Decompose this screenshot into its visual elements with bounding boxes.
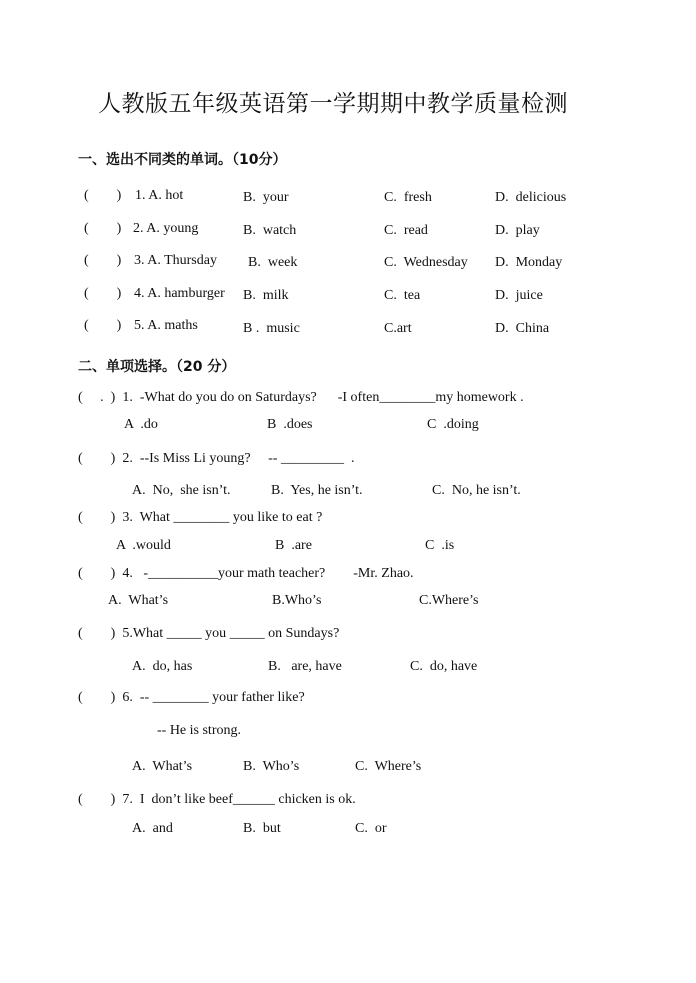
option-b: B. your (243, 190, 289, 205)
option-c: C. fresh (384, 190, 432, 205)
option-c: C. No, he isn’t. (432, 483, 521, 498)
option-d: D. China (495, 321, 550, 336)
question-stem: ( ) 3. What ________ you like to eat ? (78, 510, 323, 525)
option-c: C. Where’s (355, 759, 422, 774)
option-c: C.art (384, 321, 412, 336)
answer-bracket[interactable]: ( ) (84, 318, 122, 333)
option-a: A .would (116, 538, 171, 553)
option-a: A. do, has (132, 659, 193, 674)
answer-bracket[interactable]: ( ) (84, 188, 122, 203)
option-c: C. read (384, 223, 428, 238)
option-c: C. Wednesday (384, 255, 468, 270)
question-stem: ( ) 7. I don’t like beef______ chicken is ok. (78, 792, 356, 807)
option-b: B. week (248, 255, 298, 270)
question-stem: ( . ) 1. -What do you do on Saturdays? -I often________my homework . (78, 390, 524, 405)
question-stem: ( ) 4. -__________your math teacher? -Mr. Zhao. (78, 566, 414, 581)
option-c: C. do, have (410, 659, 478, 674)
option-c: C. or (355, 821, 387, 836)
option-c: C.Where’s (419, 593, 479, 608)
answer-bracket[interactable]: ( ) (84, 253, 122, 268)
option-d: D. Monday (495, 255, 563, 270)
answer-bracket[interactable]: ( ) (84, 221, 122, 236)
option-d: D. delicious (495, 190, 567, 205)
section-1-heading: 一、选出不同类的单词。（10分） (78, 152, 287, 168)
option-b: B. Yes, he isn’t. (271, 483, 363, 498)
option-a: A. What’s (132, 759, 193, 774)
option-a: A. No, she isn’t. (132, 483, 231, 498)
option-b: B. but (243, 821, 281, 836)
option-a: 3. A. Thursday (134, 253, 217, 268)
option-b: B .does (267, 417, 313, 432)
option-a: A. What’s (108, 593, 169, 608)
option-c: C .doing (427, 417, 479, 432)
option-d: D. juice (495, 288, 543, 303)
option-a: A. and (132, 821, 173, 836)
page-title: 人教版五年级英语第一学期期中教学质量检测 (98, 91, 568, 117)
section-2-heading: 二、单项选择。（20 分） (78, 359, 236, 375)
option-b: B. are, have (268, 659, 342, 674)
option-a: A .do (124, 417, 158, 432)
option-c: C .is (425, 538, 455, 553)
dialogue-answer: -- He is strong. (157, 723, 241, 738)
option-a: 5. A. maths (134, 318, 198, 333)
option-a: 1. A. hot (135, 188, 184, 203)
option-b: B. Who’s (243, 759, 300, 774)
option-b: B. watch (243, 223, 297, 238)
answer-bracket[interactable]: ( ) (84, 286, 122, 301)
option-b: B .are (275, 538, 312, 553)
option-b: B . music (243, 321, 300, 336)
option-d: D. play (495, 223, 540, 238)
option-b: B.Who’s (272, 593, 322, 608)
option-c: C. tea (384, 288, 421, 303)
question-stem: ( ) 6. -- ________ your father like? (78, 690, 305, 705)
question-stem: ( ) 5.What _____ you _____ on Sundays? (78, 626, 340, 641)
option-a: 2. A. young (133, 221, 199, 236)
option-b: B. milk (243, 288, 289, 303)
question-stem: ( ) 2. --Is Miss Li young? -- _________ . (78, 451, 355, 466)
option-a: 4. A. hamburger (134, 286, 225, 301)
